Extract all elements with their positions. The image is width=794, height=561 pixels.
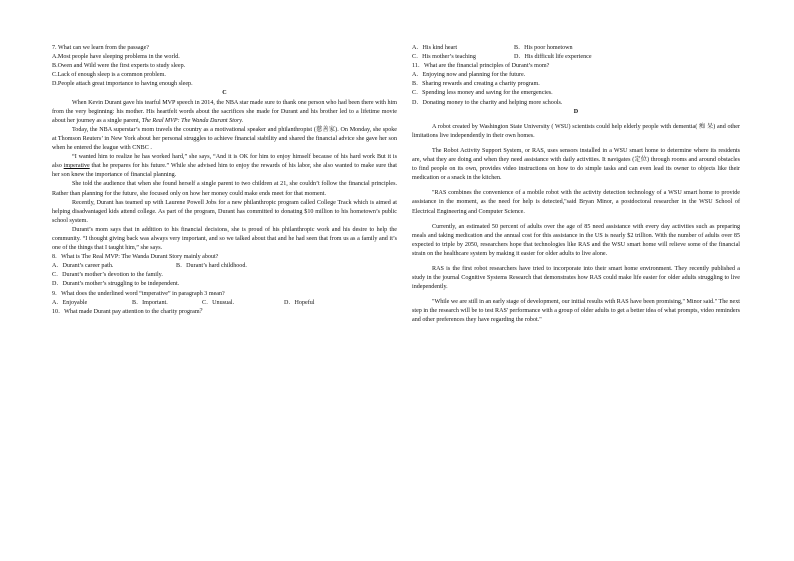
passage-c-paragraph-5: Recently, Durant has teamed up with Laurene Powell Jobs for a new philanthropic program called College Track which is aimed at helping disadvantaged kids attend college. As part of the program, Durant has committed to donating $10 million to his hometown’s public school system. [52, 199, 397, 224]
passage-d-paragraph-1: A robot created by Washington State University ( WSU) scientists could help elderly people with dementia( 痴 呆) and other limitations live independently in their own homes. [412, 123, 740, 139]
passage-d-paragraph-3: "RAS combines the convenience of a mobile robot with the activity detection technology of a WSU smart home to provide assistance in the moment, as the need for help is detected,"said Bryan Minor, a postdoctoral researcher in the WSU School of Electrical Engineering and Computer Science. [412, 190, 740, 215]
q8-option-a: A．Durant’s career path. [52, 263, 114, 270]
movie-title: The Real MVP: The Wanda Durant Story. [141, 117, 244, 124]
q9-stem: 9．What does the underlined word “imperative” in paragraph 3 mean? [52, 290, 225, 297]
left-column [52, 44, 397, 317]
q9-option-b: B．Important. [132, 299, 168, 306]
q7-option-c: C.Lack of enough sleep is a common problem. [52, 72, 166, 79]
q11-option-b: B．Sharing rewards and creating a charity program. [412, 81, 540, 88]
q9-options-row [52, 299, 397, 308]
underlined-word: imperative [63, 163, 90, 170]
q8-stem: 8．What is The Real MVP: The Wanda Durant Story mainly about? [52, 254, 219, 261]
q11-option-d: D．Donating money to the charity and helping more schools. [412, 99, 563, 106]
q7-option-a: A.Most people have sleeping problems in the world. [52, 54, 180, 61]
q8-options-row-1 [52, 262, 397, 271]
passage-d-paragraph-5: RAS is the first robot researchers have tried to incorporate into their smart home environment. They recently published a study in the journal Cognitive Systems Research that demonstrates how RAS could make life easier for older adults struggling to live independently. [412, 265, 740, 291]
q10-option-c: C．His mother’s teaching [412, 54, 476, 61]
q10-option-a: A．His kind heart [412, 45, 458, 51]
q8-option-d: D．Durant’s mother’s struggling to be independent. [52, 281, 180, 288]
passage-c-p3-text-a: “I wanted him to realize he has worked hard,” she says, “And it is OK for him to enjoy himself because of his hard work But it is also [52, 154, 397, 170]
passage-d-paragraph-2: The Robot Activity Support System, or RAS, uses sensors installed in a WSU smart home to determine where its residents are, what they are doing and when they need assistance with daily activities. It navigates (定位) through rooms and around obstacles to find people on its own, provides video instructions on how to do simple tasks and can even lead its owner to objects like their medication or a snack in the kitchen. [412, 147, 740, 182]
q11-stem: 11．What are the financial principles of Durant’s mom? [412, 63, 550, 70]
passage-c-p3-text-b: that he prepares for his future.” While she advised him to enjoy the rewards of his labor, she also wanted to make sure that her son knew the importance of financial planning. [52, 163, 397, 179]
passage-c-paragraph-2: Today, the NBA superstar’s mom travels the country as a motivational speaker and philanthropist (慈善家). On Monday, she spoke at Thomson Reuters’ in New York about her personal struggles to achieve financial stability and shared the financial advice she gave her son when he entered the league with CNBC . [52, 126, 397, 152]
q7-option-b: B.Owen and Wild were the first experts to study sleep. [52, 63, 186, 70]
q7-stem: 7. What can we learn from the passage? [52, 45, 150, 51]
passage-c-p1-text: When Kevin Durant gave his tearful MVP speech in 2014, the NBA star made sure to thank one person who had been there with him from the very beginning: his mother. His heartfelt words about the sacrifices she made for Durant and his brother led to a lifetime movie about her journey as a single parent, [52, 99, 397, 124]
passage-c-paragraph-6: Durant’s mom says that in addition to his financial decisions, she is proud of his philanthropic work and his desire to help the community. “I thought giving back was always very important, and so we talked about that and he had seen that from us as a family and it’s one of the things that I taught him,” she says. [52, 226, 397, 252]
q9-option-d: D．Hopeful [284, 299, 315, 306]
passage-c-paragraph-1 [52, 99, 397, 126]
passage-d-paragraph-4: Currently, an estimated 50 percent of adults over the age of 85 need assistance with every day activities such as preparing meals and taking medication and the annual cost for this assistance in the US is nearly $2 trillion. With the number of adults over 85 expected to triple by 2050, researchers hope that technologies like RAS and the WSU smart home will relieve some of the financial strain on the healthcare system by making it easier for older adults to live alone. [412, 223, 740, 257]
q10-option-b: B．His poor hometown [514, 45, 573, 51]
q11-option-c: C．Spending less money and saving for the emergencies. [412, 90, 553, 97]
passage-c-paragraph-4: She told the audience that when she found herself a single parent to two children at 21, she couldn’t follow the financial principles. Rather than planning for the future, she focused only on how her money could make ends meet for that moment. [52, 181, 397, 197]
q10-options-row-2 [412, 53, 740, 62]
right-column [412, 44, 740, 326]
q10-options-row-1 [412, 44, 740, 53]
q9-option-c: C．Unusual. [202, 299, 234, 306]
q7-option-d: D.People attach great importance to having enough sleep. [52, 81, 193, 88]
q9-option-a: A．Enjoyable [52, 299, 88, 306]
section-c-heading: C [222, 90, 227, 97]
q11-option-a: A．Enjoying now and planning for the future. [412, 72, 526, 79]
section-d-heading: D [573, 108, 579, 115]
passage-d-paragraph-6: "While we are still in an early stage of development, our initial results with RAS have been promising," Minor said." The next step in the research will be to test RAS' performance with a group of older adults to get a better idea of what prompts, video reminders and other preferences they have regarding the robot." [412, 299, 740, 324]
q10-stem: 10．What made Durant pay attention to the charity program？ [52, 308, 206, 315]
q10-option-d: D．His difficult life experience [514, 54, 592, 61]
passage-c-paragraph-3 [52, 153, 397, 180]
q8-option-b: B．Durant’s hard childhood. [176, 263, 247, 270]
q8-option-c: C．Durant’s mother’s devotion to the family. [52, 272, 163, 279]
